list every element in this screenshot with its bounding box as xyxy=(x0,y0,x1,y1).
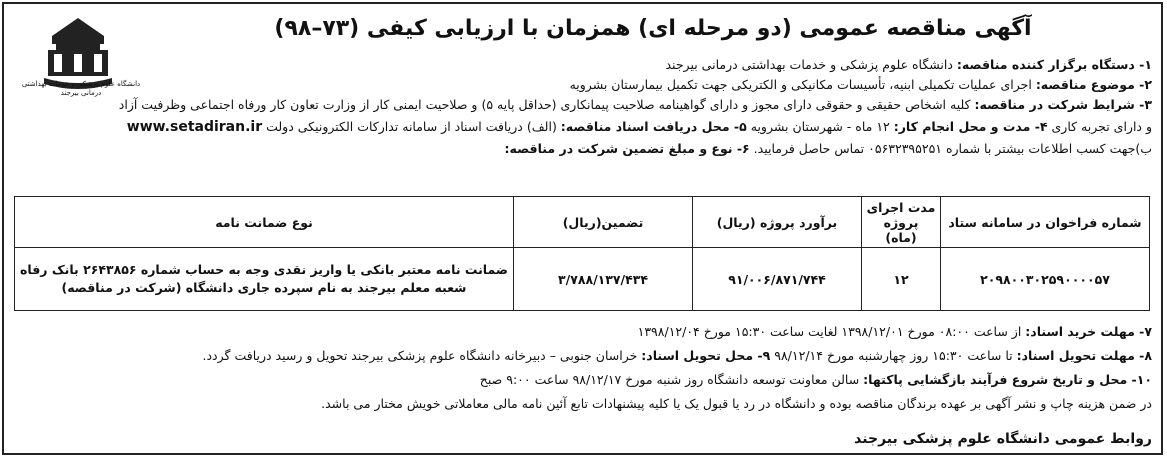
estimate-cell: ۹۱/۰۰۶/۸۷۱/۷۴۴ xyxy=(693,248,862,311)
col-header: نوع ضمانت نامه xyxy=(15,197,514,248)
col-header: برآورد پروژه (ریال) xyxy=(693,197,862,248)
item-3-4-5: و دارای تجربه کاری ۴- مدت و محل انجام کار: ۱۲ ماه - شهرستان بشرویه ۵- محل دریافت اسناد مناقصه: (الف) دریافت اسناد از سامانه تدارکات الکترونیکی دولت www.setadiran.ir xyxy=(126,119,1152,135)
item-3: ۳- شرایط شرکت در مناقصه: کلیه اشخاص حقیقی و حقوقی دارای مجوز و دارای گواهینامه صلاحیت پیمانکاری (حداقل پایه ۵) و صلاحیت ایمنی کار از وزارت تعاون کار ورفاه اجتماعی وظرفیت آزاد xyxy=(118,97,1152,112)
setadiran-link[interactable]: www.setadiran.ir xyxy=(126,119,263,135)
item-7: ۷- مهلت خرید اسناد: از ساعت ۰۸:۰۰ مورخ ۱۳۹۸/۱۲/۰۱ لغایت ساعت ۱۵:۳۰ مورخ ۱۳۹۸/۱۲/۰۴ xyxy=(637,324,1152,339)
col-header: مدت اجرای پروژه (ماه) xyxy=(862,197,941,248)
notice-title: آگهی مناقصه عمومی (دو مرحله ای) همزمان با ارزیابی کیفی (۷۳–۹۸) xyxy=(274,16,1032,41)
col-header: شماره فراخوان در سامانه ستاد xyxy=(941,197,1150,248)
guarantee-type-cell: ضمانت نامه معتبر بانکی یا واریز نقدی وجه به حساب شماره ۲۶۴۳۸۵۶ بانک رفاه شعبه معلم بیرجند به نام سپرده جاری دانشگاه (شرکت در مناقصه) xyxy=(15,248,514,311)
item-5b-6: ب)جهت کسب اطلاعات بیشتر با شماره ۰۵۶۳۲۳۹۵۲۵۱ تماس حاصل فرمایید. ۶- نوع و مبلغ تضمین شرکت در مناقصه: xyxy=(504,141,1152,156)
disclaimer: در ضمن هزینه چاپ و نشر آگهی بر عهده برندگان مناقصه بوده و دانشگاه در رد یا قبول یک یا کلیه پیشنهادات تابع آئین نامه مالی معاملاتی خویش مختار می باشد. xyxy=(321,396,1152,411)
table-row xyxy=(15,248,1150,311)
duration-cell: ۱۲ xyxy=(862,248,941,311)
item-1: ۱- دستگاه برگزار کننده مناقصه: دانشگاه علوم پزشکی و خدمات بهداشتی درمانی بیرجند xyxy=(665,57,1152,72)
item-8-9: ۸- مهلت تحویل اسناد: تا ساعت ۱۵:۳۰ روز چهارشنبه مورخ ۹۸/۱۲/۱۴ ۹- محل تحویل اسناد: خراسان جنوبی – دبیرخانه دانشگاه علوم پزشکی بیرجند تحویل و رسید دریافت گردد. xyxy=(202,348,1152,363)
item-10: ۱۰- محل و تاریخ شروع فرآیند بازگشایی پاکتها: سالن معاونت توسعه دانشگاه روز شنبه مورخ ۹۸/۱۲/۱۷ ساعت ۹:۰۰ صبح xyxy=(479,372,1152,387)
tender-notice xyxy=(8,6,1158,452)
table-header-row xyxy=(15,197,1150,248)
logo-caption: دانشگاه علوم پزشکی و خدمات بهداشتی درمانی بیرجند xyxy=(21,80,141,97)
public-relations-signature: روابط عمومی دانشگاه علوم پزشکی بیرجند xyxy=(854,431,1152,447)
item-2: ۲- موضوع مناقصه: اجرای عملیات تکمیلی ابنیه، تأسیسات مکانیکی و الکتریکی جهت تکمیل بیمارستان بشرویه xyxy=(569,77,1152,92)
col-header: تضمین(ریال) xyxy=(514,197,693,248)
call-number-cell: ۲۰۹۸۰۰۳۰۲۵۹۰۰۰۰۵۷ xyxy=(941,248,1150,311)
guarantee-cell: ۳/۷۸۸/۱۳۷/۴۳۴ xyxy=(514,248,693,311)
tender-table xyxy=(14,196,1150,311)
